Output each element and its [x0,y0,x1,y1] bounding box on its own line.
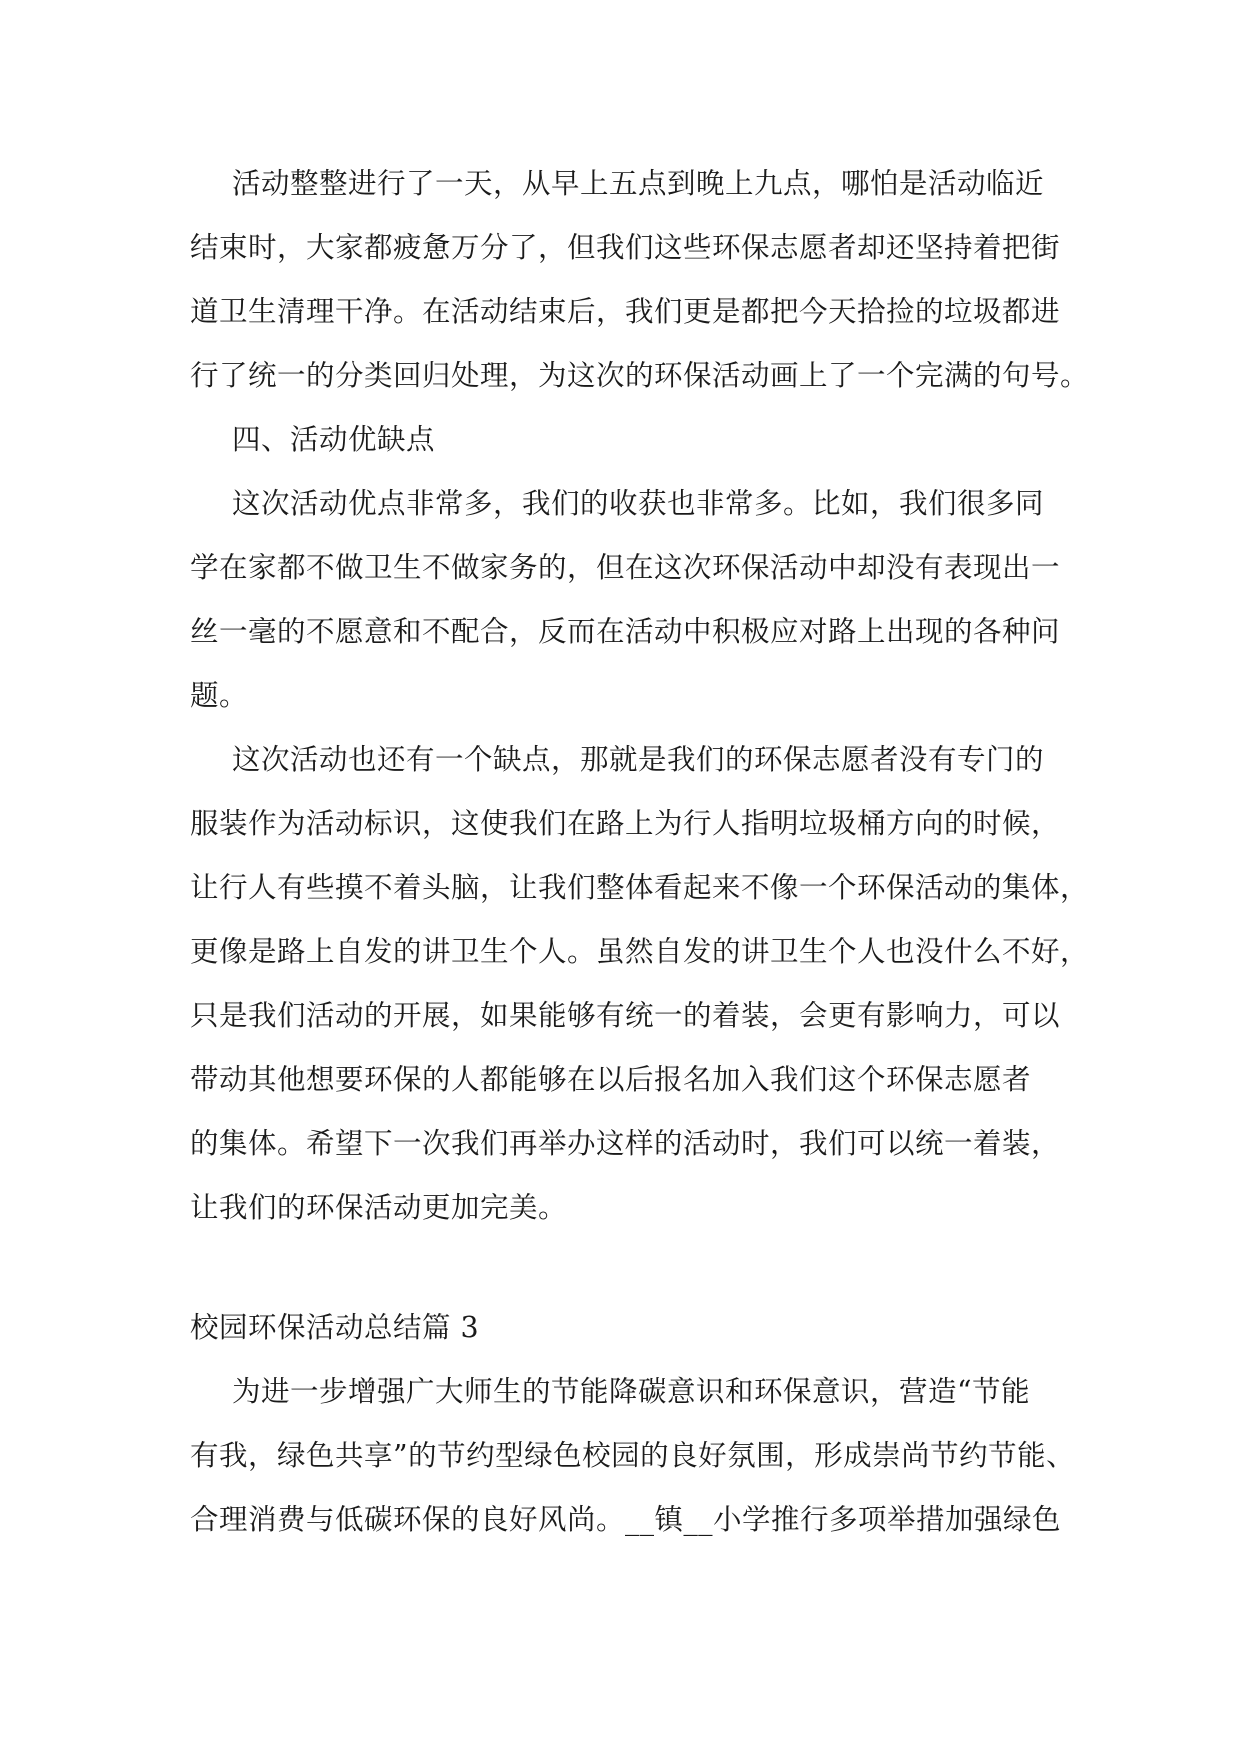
paragraph-line: 让我们的环保活动更加完美。 [190,1191,568,1224]
paragraph-line: 让行人有些摸不着头脑，让我们整体看起来不像一个环保活动的集体， [190,871,1090,904]
paragraph-line: 结束时，大家都疲惫万分了，但我们这些环保志愿者却还坚持着把街 [190,231,1061,264]
paragraph-line: 合理消费与低碳环保的良好风尚。__镇__小学推行多项举措加强绿色 [190,1503,1062,1536]
paragraph-line: 只是我们活动的开展，如果能够有统一的着装，会更有影响力，可以 [190,999,1061,1032]
paragraph-line: 带动其他想要环保的人都能够在以后报名加入我们这个环保志愿者 [190,1063,1032,1096]
paragraph-line: 更像是路上自发的讲卫生个人。虽然自发的讲卫生个人也没什么不好， [190,935,1090,968]
paragraph-line: 这次活动也还有一个缺点，那就是我们的环保志愿者没有专门的 [232,743,1045,776]
paragraph-line: 学在家都不做卫生不做家务的，但在这次环保活动中却没有表现出一 [190,551,1061,584]
paragraph-line: 丝一毫的不愿意和不配合，反而在活动中积极应对路上出现的各种问 [190,615,1061,648]
section-heading: 四、活动优缺点 [232,423,436,456]
paragraph-line: 的集体。希望下一次我们再举办这样的活动时，我们可以统一着装， [190,1127,1061,1160]
paragraph-line: 题。 [190,679,249,712]
paragraph-line: 这次活动优点非常多，我们的收获也非常多。比如，我们很多同 [232,487,1045,520]
paragraph-line: 活动整整进行了一天，从早上五点到晚上九点，哪怕是活动临近 [232,167,1045,200]
paragraph-line: 行了统一的分类回归处理，为这次的环保活动画上了一个完满的句号。 [190,359,1090,392]
paragraph-line: 道卫生清理干净。在活动结束后，我们更是都把今天拾捡的垃圾都进 [190,295,1061,328]
section-title: 校园环保活动总结篇 3 [190,1311,480,1344]
paragraph-line: 服装作为活动标识，这使我们在路上为行人指明垃圾桶方向的时候， [190,807,1061,840]
paragraph-line: 为进一步增强广大师生的节能降碳意识和环保意识，营造“节能 [232,1375,1031,1408]
paragraph-line: 有我，绿色共享”的节约型绿色校园的良好氛围，形成崇尚节约节能、 [190,1439,1076,1472]
